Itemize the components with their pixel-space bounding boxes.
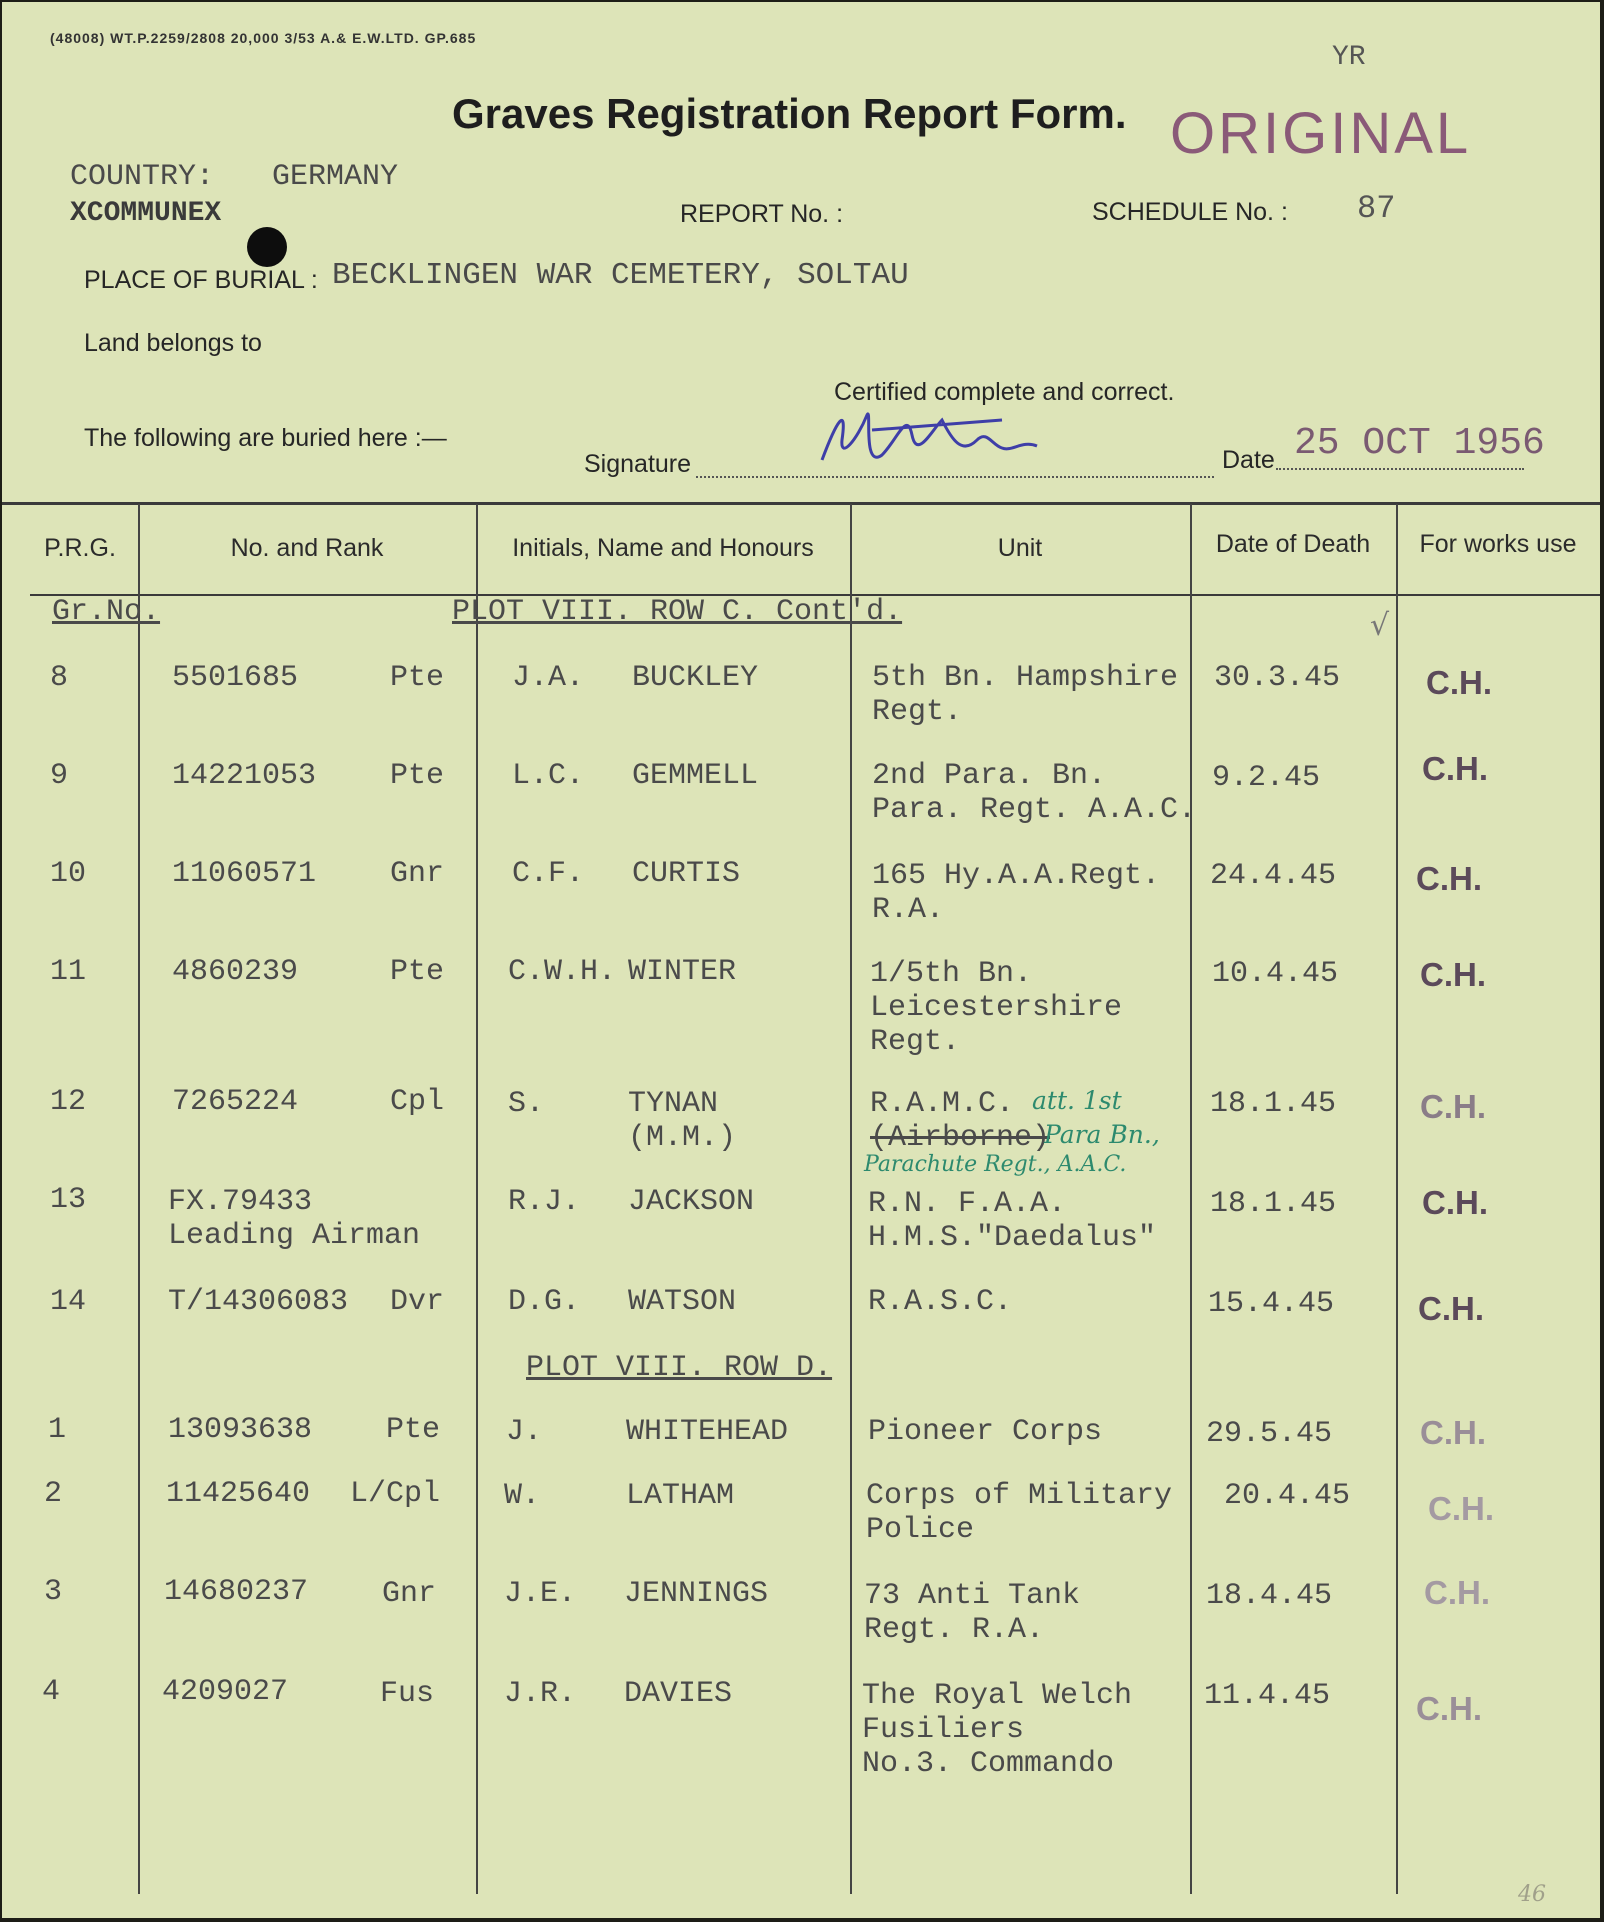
service-number: 4860239 bbox=[172, 955, 299, 989]
column-divider-5 bbox=[1396, 504, 1398, 1894]
works-use-mark: C.H. bbox=[1426, 664, 1492, 701]
initials: J.R. bbox=[504, 1677, 577, 1711]
unit-line: 165 Hy.A.A.Regt. bbox=[872, 859, 1161, 893]
unit-line: Fusiliers bbox=[862, 1713, 1025, 1747]
honours: (M.M.) bbox=[628, 1121, 737, 1155]
surname: WATSON bbox=[628, 1285, 737, 1319]
works-use-mark: C.H. bbox=[1420, 1088, 1486, 1125]
surname: CURTIS bbox=[632, 857, 741, 891]
country-value: GERMANY bbox=[272, 160, 399, 194]
rank: Pte bbox=[390, 759, 445, 793]
certified-text: Certified complete and correct. bbox=[834, 378, 1175, 406]
date-of-death: 18.4.45 bbox=[1206, 1579, 1333, 1613]
punch-hole bbox=[247, 227, 287, 267]
unit-line: 73 Anti Tank bbox=[864, 1579, 1081, 1613]
grave-number: 11 bbox=[50, 955, 87, 989]
country-label: COUNTRY: bbox=[70, 160, 215, 194]
date-of-death: 18.1.45 bbox=[1210, 1087, 1337, 1121]
date-label: Date bbox=[1222, 446, 1275, 474]
date-of-death: 29.5.45 bbox=[1206, 1417, 1333, 1451]
plot-c-heading: PLOT VIII. ROW C. Cont'd. bbox=[452, 595, 903, 629]
unit-line: Regt. R.A. bbox=[864, 1613, 1045, 1647]
unit-line: 2nd Para. Bn. bbox=[872, 759, 1107, 793]
initials: J. bbox=[506, 1415, 543, 1449]
unit-line: Para. Regt. A.A.C. bbox=[872, 793, 1197, 827]
buried-here-text: The following are buried here :— bbox=[84, 424, 447, 452]
works-use-mark: C.H. bbox=[1422, 750, 1488, 787]
works-use-mark: C.H. bbox=[1420, 1414, 1486, 1451]
rank: Gnr bbox=[382, 1577, 437, 1611]
service-number: FX.79433 bbox=[168, 1185, 313, 1219]
date-of-death: 18.1.45 bbox=[1210, 1187, 1337, 1221]
grave-number: 13 bbox=[50, 1183, 87, 1217]
place-value: BECKLINGEN WAR CEMETERY, SOLTAU bbox=[332, 258, 909, 293]
handwritten-signature bbox=[812, 400, 1062, 480]
unit-line: No.3. Commando bbox=[862, 1747, 1115, 1781]
page-number: 46 bbox=[1518, 1882, 1546, 1907]
rank: Pte bbox=[386, 1413, 441, 1447]
surname: LATHAM bbox=[626, 1479, 735, 1513]
unit-line: Leicestershire bbox=[870, 991, 1123, 1025]
works-use-mark: C.H. bbox=[1422, 1184, 1488, 1221]
initials: W. bbox=[504, 1479, 541, 1513]
unit-line: 1/5th Bn. bbox=[870, 957, 1033, 991]
unit-line: R.A.S.C. bbox=[868, 1285, 1013, 1319]
grave-number: 4 bbox=[42, 1675, 61, 1709]
unit-line: R.N. F.A.A. bbox=[868, 1187, 1067, 1221]
surname: WINTER bbox=[628, 955, 737, 989]
surname: JENNINGS bbox=[624, 1577, 769, 1611]
unit-line: H.M.S."Daedalus" bbox=[868, 1221, 1157, 1255]
rank: Pte bbox=[390, 661, 445, 695]
rank: Leading Airman bbox=[168, 1219, 421, 1253]
gr-no-label: Gr.No. bbox=[52, 595, 161, 629]
date-of-death: 20.4.45 bbox=[1224, 1479, 1351, 1513]
commune-struck: XCOMMUNEX bbox=[70, 198, 222, 229]
surname: DAVIES bbox=[624, 1677, 733, 1711]
date-of-death: 9.2.45 bbox=[1212, 761, 1321, 795]
rank: Gnr bbox=[390, 857, 445, 891]
date-of-death: 30.3.45 bbox=[1214, 661, 1341, 695]
col-head-prg: P.R.G. bbox=[44, 534, 116, 562]
col-head-works-use: For works use bbox=[1419, 530, 1577, 558]
works-use-mark: C.H. bbox=[1418, 1290, 1484, 1327]
initials: L.C. bbox=[512, 759, 585, 793]
grave-number: 8 bbox=[50, 661, 69, 695]
initials: R.J. bbox=[508, 1185, 581, 1219]
rank: Fus bbox=[380, 1677, 435, 1711]
unit-handwritten-line: Para Bn., bbox=[1044, 1120, 1160, 1149]
unit-line: R.A. bbox=[872, 893, 945, 927]
rank: Cpl bbox=[390, 1085, 445, 1119]
report-label: REPORT No. : bbox=[680, 200, 844, 228]
date-line bbox=[1276, 468, 1524, 470]
initials: C.W.H. bbox=[508, 955, 617, 989]
col-head-name: Initials, Name and Honours bbox=[512, 534, 814, 562]
service-number: 11060571 bbox=[172, 857, 317, 891]
initials: S. bbox=[508, 1087, 545, 1121]
unit-line: Pioneer Corps bbox=[868, 1415, 1103, 1449]
service-number: 5501685 bbox=[172, 661, 299, 695]
surname: WHITEHEAD bbox=[626, 1415, 789, 1449]
works-use-mark: C.H. bbox=[1424, 1574, 1490, 1611]
service-number: 14221053 bbox=[172, 759, 317, 793]
surname: JACKSON bbox=[628, 1185, 755, 1219]
corner-code: YR bbox=[1332, 42, 1366, 73]
grave-number: 12 bbox=[50, 1085, 87, 1119]
column-divider-1 bbox=[138, 504, 140, 1894]
works-use-mark: C.H. bbox=[1416, 1690, 1482, 1727]
col-head-unit: Unit bbox=[997, 534, 1043, 562]
service-number: 7265224 bbox=[172, 1085, 299, 1119]
grave-number: 2 bbox=[44, 1477, 63, 1511]
works-use-mark: C.H. bbox=[1428, 1490, 1494, 1527]
service-number: 14680237 bbox=[164, 1575, 309, 1609]
table-top-rule bbox=[2, 502, 1600, 505]
unit-handwritten-line: Parachute Regt., A.A.C. bbox=[864, 1152, 1127, 1177]
rank: Dvr bbox=[390, 1285, 445, 1319]
works-use-mark: C.H. bbox=[1416, 860, 1482, 897]
unit-line: R.A.M.C. bbox=[870, 1087, 1015, 1121]
col-head-date-of-death: Date of Death bbox=[1215, 530, 1371, 558]
form-title: Graves Registration Report Form. bbox=[452, 90, 1127, 137]
unit-line: The Royal Welch bbox=[862, 1679, 1133, 1713]
service-number: 13093638 bbox=[168, 1413, 313, 1447]
column-divider-2 bbox=[476, 504, 478, 1894]
unit-line: Regt. bbox=[870, 1025, 961, 1059]
initials: C.F. bbox=[512, 857, 585, 891]
unit-line: 5th Bn. Hampshire bbox=[872, 661, 1179, 695]
service-number: T/14306083 bbox=[168, 1285, 349, 1319]
signature-label: Signature bbox=[584, 450, 692, 478]
initials: D.G. bbox=[508, 1285, 581, 1319]
surname: GEMMELL bbox=[632, 759, 759, 793]
land-label: Land belongs to bbox=[84, 329, 262, 357]
works-use-mark: C.H. bbox=[1420, 956, 1486, 993]
grave-number: 3 bbox=[44, 1575, 63, 1609]
date-of-death: 15.4.45 bbox=[1208, 1287, 1335, 1321]
service-number: 4209027 bbox=[162, 1675, 289, 1709]
unit-struck-text: (Airborne) bbox=[870, 1121, 1051, 1155]
grave-number: 10 bbox=[50, 857, 87, 891]
date-stamp: 25 OCT 1956 bbox=[1294, 422, 1545, 465]
service-number: 11425640 bbox=[166, 1477, 311, 1511]
col-head-number-rank: No. and Rank bbox=[230, 534, 384, 562]
place-label: PLACE OF BURIAL : bbox=[84, 266, 318, 294]
unit-line: Regt. bbox=[872, 695, 963, 729]
grave-number: 9 bbox=[50, 759, 69, 793]
initials: J.E. bbox=[504, 1577, 577, 1611]
column-divider-4 bbox=[1190, 504, 1192, 1894]
check-mark: √ bbox=[1370, 608, 1390, 643]
rank: Pte bbox=[390, 955, 445, 989]
date-of-death: 24.4.45 bbox=[1210, 859, 1337, 893]
unit-handwritten-line: att. 1st bbox=[1032, 1086, 1122, 1115]
surname: BUCKLEY bbox=[632, 661, 759, 695]
schedule-value: 87 bbox=[1357, 190, 1396, 227]
original-stamp: ORIGINAL bbox=[1170, 101, 1472, 166]
date-of-death: 11.4.45 bbox=[1204, 1679, 1331, 1713]
rank: L/Cpl bbox=[350, 1477, 441, 1511]
schedule-label: SCHEDULE No. : bbox=[1092, 198, 1288, 226]
initials: J.A. bbox=[512, 661, 585, 695]
grave-number: 1 bbox=[48, 1413, 67, 1447]
surname: TYNAN bbox=[628, 1087, 719, 1121]
unit-line: Corps of Military bbox=[866, 1479, 1173, 1513]
plot-d-heading: PLOT VIII. ROW D. bbox=[526, 1351, 833, 1385]
grave-number: 14 bbox=[50, 1285, 87, 1319]
report-form bbox=[2, 2, 1600, 1918]
print-reference: (48008) WT.P.2259/2808 20,000 3/53 A.& E.W.LTD. GP.685 bbox=[50, 30, 477, 46]
unit-line: Police bbox=[866, 1513, 975, 1547]
date-of-death: 10.4.45 bbox=[1212, 957, 1339, 991]
column-divider-3 bbox=[850, 504, 852, 1894]
